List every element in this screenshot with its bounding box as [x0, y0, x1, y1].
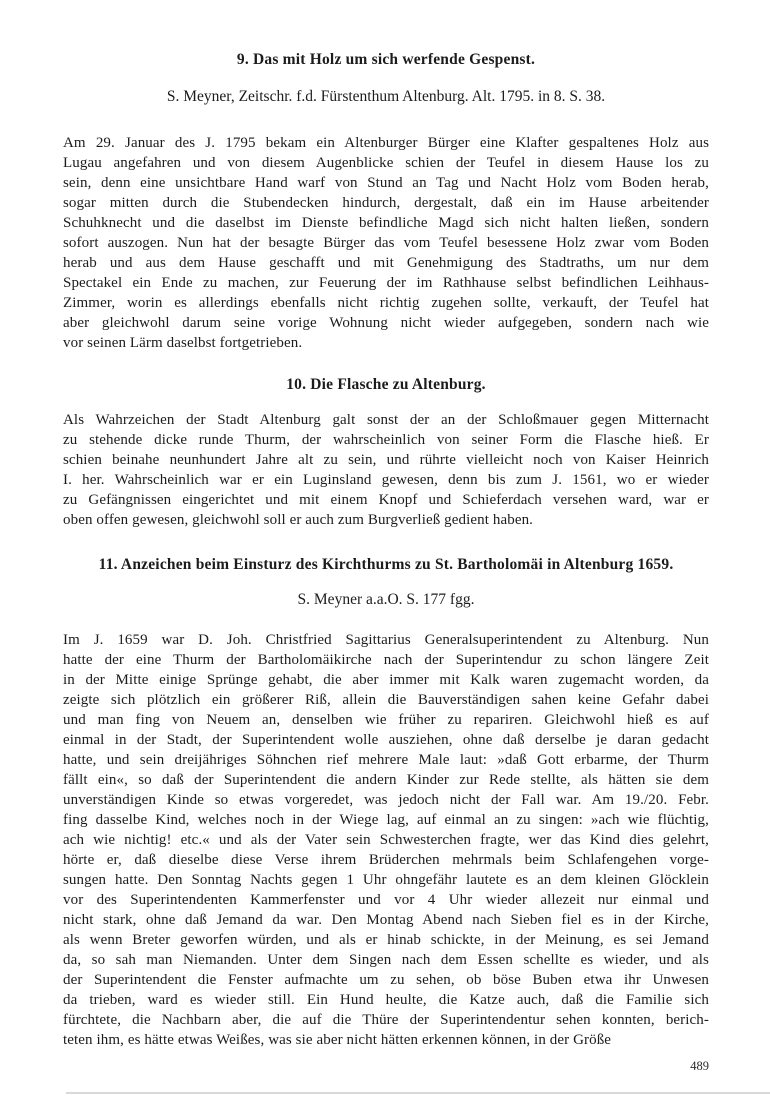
text-line: da trieben, ward es wieder still. Ein Hund heulte, die Katze auch, daß die Familie sich — [63, 992, 709, 1008]
text-line: hatte der eine Thurm der Bartholomäikirche nach der Superintendur zu schon längere Zeit — [63, 652, 709, 668]
section-heading: 11. Anzeichen beim Einsturz des Kirchthurms zu St. Bartholomäi in Altenburg 1659. — [98, 556, 674, 573]
text-line: vor des Superintendenten Kammerfenster und vor 4 Uhr wieder allezeit nur einmal und — [63, 892, 709, 908]
text-line: vor seinen Lärm daselbst fortgetrieben. — [63, 335, 303, 351]
text-line: einmal in der Stadt, der Superintendent wolle ausziehen, ohne daß derselbe je daran gedacht — [63, 732, 709, 748]
text-line: nicht stark, ohne daß Jemand da war. Den Montag Abend nach Sieben fiel es in der Kirche, — [63, 912, 709, 928]
text-line: Lugau angefahren und von diesem Augenblicke schien der Teufel in diesem Hause los zu — [63, 155, 709, 171]
text-line: sein, denn eine unsichtbare Hand warf von Stund an Tag und Nacht Holz vom Boden herab, — [63, 175, 709, 191]
section-11 — [63, 555, 709, 1050]
text-line: teten ihm, es hätte etwas Weißes, was sie aber nicht hätten erkennen können, in der Größe — [63, 1032, 612, 1048]
paragraph — [63, 133, 709, 353]
text-line: zu Gefängnissen eingerichtet und mit einem Knopf und Schieferdach versehen ward, war er — [63, 492, 709, 508]
text-line: schien beinahe neunhundert Jahre alt zu sein, und rührte vielleicht noch von Kaiser Heinrich — [63, 452, 709, 468]
text-line: ach wie nichtig! etc.« und als der Vater sein Schwesterchen fragte, wer das Kind dies gelehrt, — [63, 832, 709, 848]
text-line: hatte, und sein dreijähriges Söhnchen rief mehrere Male laut: »daß Gott erbarme, der Thurm — [63, 752, 709, 768]
source-citation: S. Meyner, Zeitschr. f.d. Fürstenthum Altenburg. Alt. 1795. in 8. S. 38. — [166, 88, 606, 105]
text-line: fing dasselbe Kind, welches noch in der Wiege lag, auf einmal an zu singen: »ach wie flüchtig, — [63, 812, 709, 828]
text-line: Schuhknecht und die daselbst im Dienste befindliche Magd sich nicht halten ließen, sondern — [63, 215, 709, 231]
text-line: der Superintendent die Fenster aufmachte um zu sehen, ob böse Buben etwa ihr Unwesen — [63, 972, 709, 988]
page-edge-divider — [66, 1092, 770, 1094]
text-line: in der Mitte einige Sprünge gehabt, die aber immer mit Kalk waren zugemacht worden, da — [63, 672, 709, 688]
text-line: Spectakel ein Ende zu machen, zur Feuerung der im Rathhause selbst befindlichen Leihhaus- — [63, 275, 709, 291]
text-line: fürchtete, die Nachbarn aber, die auf die Thüre der Superintendentur sehen konnten, berich- — [63, 1012, 709, 1028]
text-line: sofort auszogen. Nun hat der besagte Bürger das vom Teufel besessene Holz zwar vom Boden — [63, 235, 709, 251]
source-citation: S. Meyner a.a.O. S. 177 fgg. — [297, 591, 475, 608]
text-line: sogar mitten durch die Stubendecken hindurch, dergestalt, daß ein im Hause arbeitender — [63, 195, 709, 211]
text-line: I. her. Wahrscheinlich war er ein Luginsland gewesen, denn bis zum J. 1561, wo er wieder — [63, 472, 709, 488]
text-line: sungen hatte. Den Sonntag Nachts gegen 1 Uhr ohngefähr lautete es an dem kleinen Glöcklein — [63, 872, 709, 888]
text-line: unverständigen Kinde so etwas vorgeredet, was jedoch nicht der Fall war. Am 19./20. Febr. — [63, 792, 709, 808]
text-line: Als Wahrzeichen der Stadt Altenburg galt sonst der an der Schloßmauer gegen Mitternacht — [63, 412, 709, 428]
text-line: als wenn Breter geworfen würden, und als er hinab schickte, in der Meinung, es sei Jemand — [63, 932, 709, 948]
text-line: herab und aus dem Hause geschafft und mit Genehmigung des Stadtraths, um nur dem — [63, 255, 709, 271]
text-line: und man fing von Neuem an, denselben wie früher zu repariren. Gleichwohl hieß es auf — [63, 712, 709, 728]
text-line: aber gleichwohl darum seine vorige Wohnung nicht wieder aufgegeben, sondern nach wie — [63, 315, 709, 331]
text-line: hörte er, daß dieselbe diese Verse ihrem Brüderchen mehrmals beim Schlafengehen vorge- — [63, 852, 709, 868]
text-line: oben offen gewesen, gleichwohl soll er auch zum Burgverließ gedient haben. — [63, 512, 534, 528]
section-heading: 9. Das mit Holz um sich werfende Gespenst. — [236, 51, 536, 68]
text-line: Im J. 1659 war D. Joh. Christfried Sagittarius Generalsuperintendent zu Altenburg. Nun — [63, 632, 709, 648]
text-line: fällt ein«, so daß der Superintendent die andern Kinder zur Rede stellte, als hätten sie dem — [63, 772, 709, 788]
text-line: Am 29. Januar des J. 1795 bekam ein Altenburger Bürger eine Klafter gespaltenes Holz aus — [63, 135, 709, 151]
section-heading: 10. Die Flasche zu Altenburg. — [286, 376, 486, 393]
section-9 — [63, 50, 709, 353]
text-line: zu stehende dicke runde Thurm, der wahrscheinlich von seiner Form die Flasche hieß. Er — [63, 432, 709, 448]
paragraph — [63, 410, 709, 530]
text-line: zeigte sich plötzlich ein größerer Riß, allein die Bauverständigen sahen keine Gefahr dabei — [63, 692, 709, 708]
paragraph — [63, 630, 709, 1050]
page-number: 489 — [690, 1059, 709, 1073]
section-10 — [63, 375, 709, 530]
text-line: da, so sah man Niemanden. Unter dem Singen nach dem Essen schellte es wieder, und als — [63, 952, 709, 968]
text-line: Zimmer, worin es allerdings ebenfalls nicht richtig zugehen sollte, verkauft, der Teufel hat — [63, 295, 709, 311]
